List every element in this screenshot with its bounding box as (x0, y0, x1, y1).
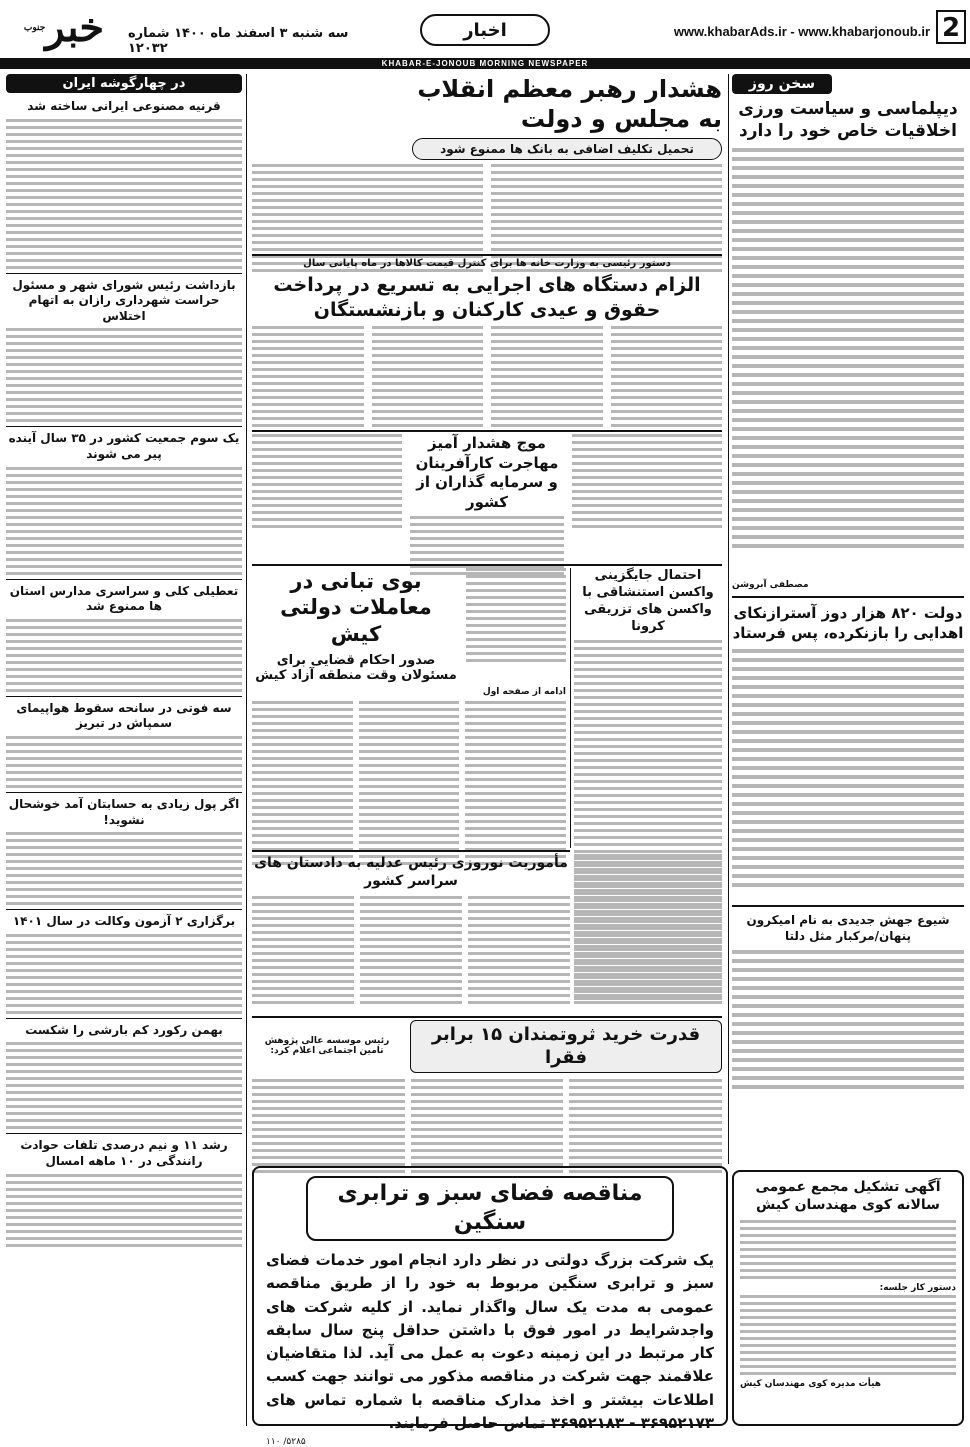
newspaper-logo: خبر$^{جنوب}$ (23, 4, 105, 51)
divider (6, 273, 242, 274)
story-body (252, 896, 354, 1008)
page-number: 2 (936, 10, 966, 44)
divider (6, 579, 242, 580)
divider (252, 850, 570, 852)
story-body (360, 896, 462, 1008)
story-body (359, 701, 460, 869)
story-body (6, 328, 242, 422)
story-body (6, 934, 242, 1014)
lead-subtitle: تحمیل تکلیف اضافی به بانک ها ممنوع شود (412, 138, 722, 160)
story-title: دولت ۸۲۰ هزار دوز آسترازنکای اهدایی را بازنکرده، پس فرستاد (732, 604, 964, 642)
story-title: مأموریت نوروزی رئیس عدلیه به دادستان های سراسر کشور (254, 855, 568, 890)
story-body (465, 701, 566, 869)
column-tag: در چهارگوشه ایران (6, 74, 242, 93)
story-body (6, 1174, 242, 1247)
divider (252, 564, 722, 566)
divider (252, 1016, 722, 1018)
story-title: قرنیه مصنوعی ایرانی ساخته شد (27, 99, 221, 113)
tender-ad (252, 1166, 728, 1447)
divider (6, 426, 242, 427)
story-title: احتمال جایگزینی واکسن استنشاقی با واکسن های تزریقی کرونا (582, 568, 714, 634)
story-body (569, 1079, 722, 1177)
story-title: بازداشت رئیس شورای شهر و مسئول حراست شهرداری رازان به اتهام اختلاس (12, 277, 236, 323)
ad-title: مناقصه فضای سبز و ترابری سنگین (306, 1176, 674, 1241)
story-body (252, 701, 353, 869)
story-subtitle: صدور احکام قضایی برای مسئولان وقت منطقه آزاد کیش (255, 652, 457, 683)
story-body (6, 119, 242, 269)
divider (252, 254, 722, 256)
website-url[interactable]: www.khabarAds.ir - www.khabarjonoub.ir (673, 24, 930, 39)
story-title: موج هشدار آمیز مهاجرت کارآفرینان و سرمایه گذاران از کشور (415, 434, 559, 511)
story-body (6, 832, 242, 905)
masthead-band: KHABAR-E-JONOUB MORNING NEWSPAPER (0, 58, 970, 69)
divider (732, 905, 964, 907)
divider (6, 1133, 242, 1134)
story-body (732, 950, 964, 1100)
story-purchasing-power (252, 1020, 722, 1160)
story-body (468, 896, 570, 1008)
column-tag: سخن روز (732, 74, 832, 94)
divider (6, 696, 242, 697)
lead-story (252, 74, 722, 252)
story-vaccine-cont (574, 854, 722, 1014)
ad-title: آگهی تشکیل مجمع عمومی سالانه کوی مهندسان کیش (755, 1179, 941, 1214)
story-body (411, 1079, 564, 1177)
story-body (466, 568, 566, 683)
ad-body (740, 1295, 956, 1375)
story-body (6, 736, 242, 788)
divider (6, 909, 242, 910)
left-column (6, 74, 242, 1426)
continued-note: ادامه از صفحه اول (482, 686, 566, 697)
column-body (732, 148, 964, 578)
story-title: شیوع جهش جدیدی به نام امیکرون پنهان/مرکبار مثل دلتا (746, 913, 950, 943)
divider (6, 792, 242, 793)
story-salaries (252, 258, 722, 428)
column-rule (570, 568, 571, 848)
story-body (252, 326, 364, 431)
ad-body: یک شرکت بزرگ دولتی در نظر دارد انجام امور خدمات فضای سبز و ترابری سنگین مربوط به خود را از طریق مناقصه عمومی به مدت یک سال واگذار نماید. از کلیه شرکت های واجدشرایط در امور فوق با داشتن حداقل پنج سال سابقه کار مرتبط در این زمینه دعوت به عمل می آید. لذا متقاضیان علاقمند جهت شرکت در مناقصه مذکور می توانند جهت کسب اطلاعات بیشتر و اخذ مدارک مناقصه با شماره تماس های ۳۶۹۵۲۱۷۳ - ۳۶۹۵۲۱۸۳ تماس حاصل فرمایند. (266, 1251, 714, 1432)
story-body (410, 516, 564, 575)
story-title: قدرت خرید ثروتمندان ۱۵ برابر فقرا (410, 1020, 722, 1073)
divider (252, 430, 722, 432)
story-emigration (252, 434, 722, 562)
story-title: سه فوتی در سانحه سقوط هواپیمای سمپاش در تبریز (16, 700, 232, 731)
story-title: رشد ۱۱ و نیم درصدی تلفات حوادث رانندگی در ۱۰ ماهه امسال (20, 1138, 228, 1168)
section-label: اخبار (420, 14, 550, 46)
story-body (491, 326, 603, 431)
story-title: بوی تبانی در معاملات دولتی کیش (280, 569, 432, 646)
story-body (6, 467, 242, 575)
lead-title: هشدار رهبر معظم انقلاب به مجلس و دولت (417, 75, 722, 133)
story-body (372, 326, 484, 431)
divider (732, 596, 964, 598)
column-title: دیپلماسی و سیاست ورزی اخلاقیات خاص خود را دارد (738, 99, 958, 142)
story-title: الزام دستگاه های اجرایی به تسریع در پرداخت حقوق و عیدی کارکنان و بازنشستگان (273, 274, 701, 321)
column-rule (728, 74, 729, 1164)
story-kish (252, 568, 566, 848)
story-body (572, 434, 722, 579)
ad-signature: هیأت مدیره کوی مهندسان کیش (740, 1379, 881, 1390)
story-title: بهمن رکورد کم بارشی را شکست (25, 1022, 223, 1037)
story-title: برگزاری ۲ آزمون وکالت در سال ۱۴۰۱ (12, 914, 236, 929)
divider (6, 1018, 242, 1019)
ad-code: ۵۲۸۵/ ۱۱۰ (266, 1437, 306, 1447)
story-title: تعطیلی کلی و سراسری مدارس استان ها ممنوع شد (9, 583, 239, 614)
story-body (252, 1079, 405, 1177)
story-title: یک سوم جمعیت کشور در ۳۵ سال آینده پیر می شوند (8, 431, 240, 461)
issue-date: سه شنبه ۳ اسفند ماه ۱۴۰۰ شماره ۱۲۰۳۲ (128, 26, 349, 56)
story-body (252, 434, 402, 579)
story-body (611, 326, 723, 431)
assembly-notice-ad (732, 1170, 964, 1426)
ad-agenda: دستور کار جلسه: (879, 1283, 956, 1294)
story-body (6, 1042, 242, 1129)
story-vaccine (574, 568, 722, 848)
story-body (732, 649, 964, 899)
story-kicker: دستور رئیسی به وزارت خانه ها برای کنترل قیمت کالاها در ماه پایانی سال (303, 258, 671, 269)
story-body (6, 619, 242, 692)
story-kicker: رئیس موسسه عالی پژوهش تامین اجتماعی اعلام کرد: (264, 1036, 390, 1057)
column-rule (246, 74, 247, 1426)
right-column (732, 74, 964, 1164)
story-judiciary (252, 854, 570, 1014)
story-body (574, 854, 722, 1004)
story-title: اگر پول زیادی به حسابتان آمد خوشحال نشوید! (8, 796, 240, 827)
column-author: مصطفی آبروشن (732, 580, 809, 591)
ad-body (740, 1220, 956, 1279)
